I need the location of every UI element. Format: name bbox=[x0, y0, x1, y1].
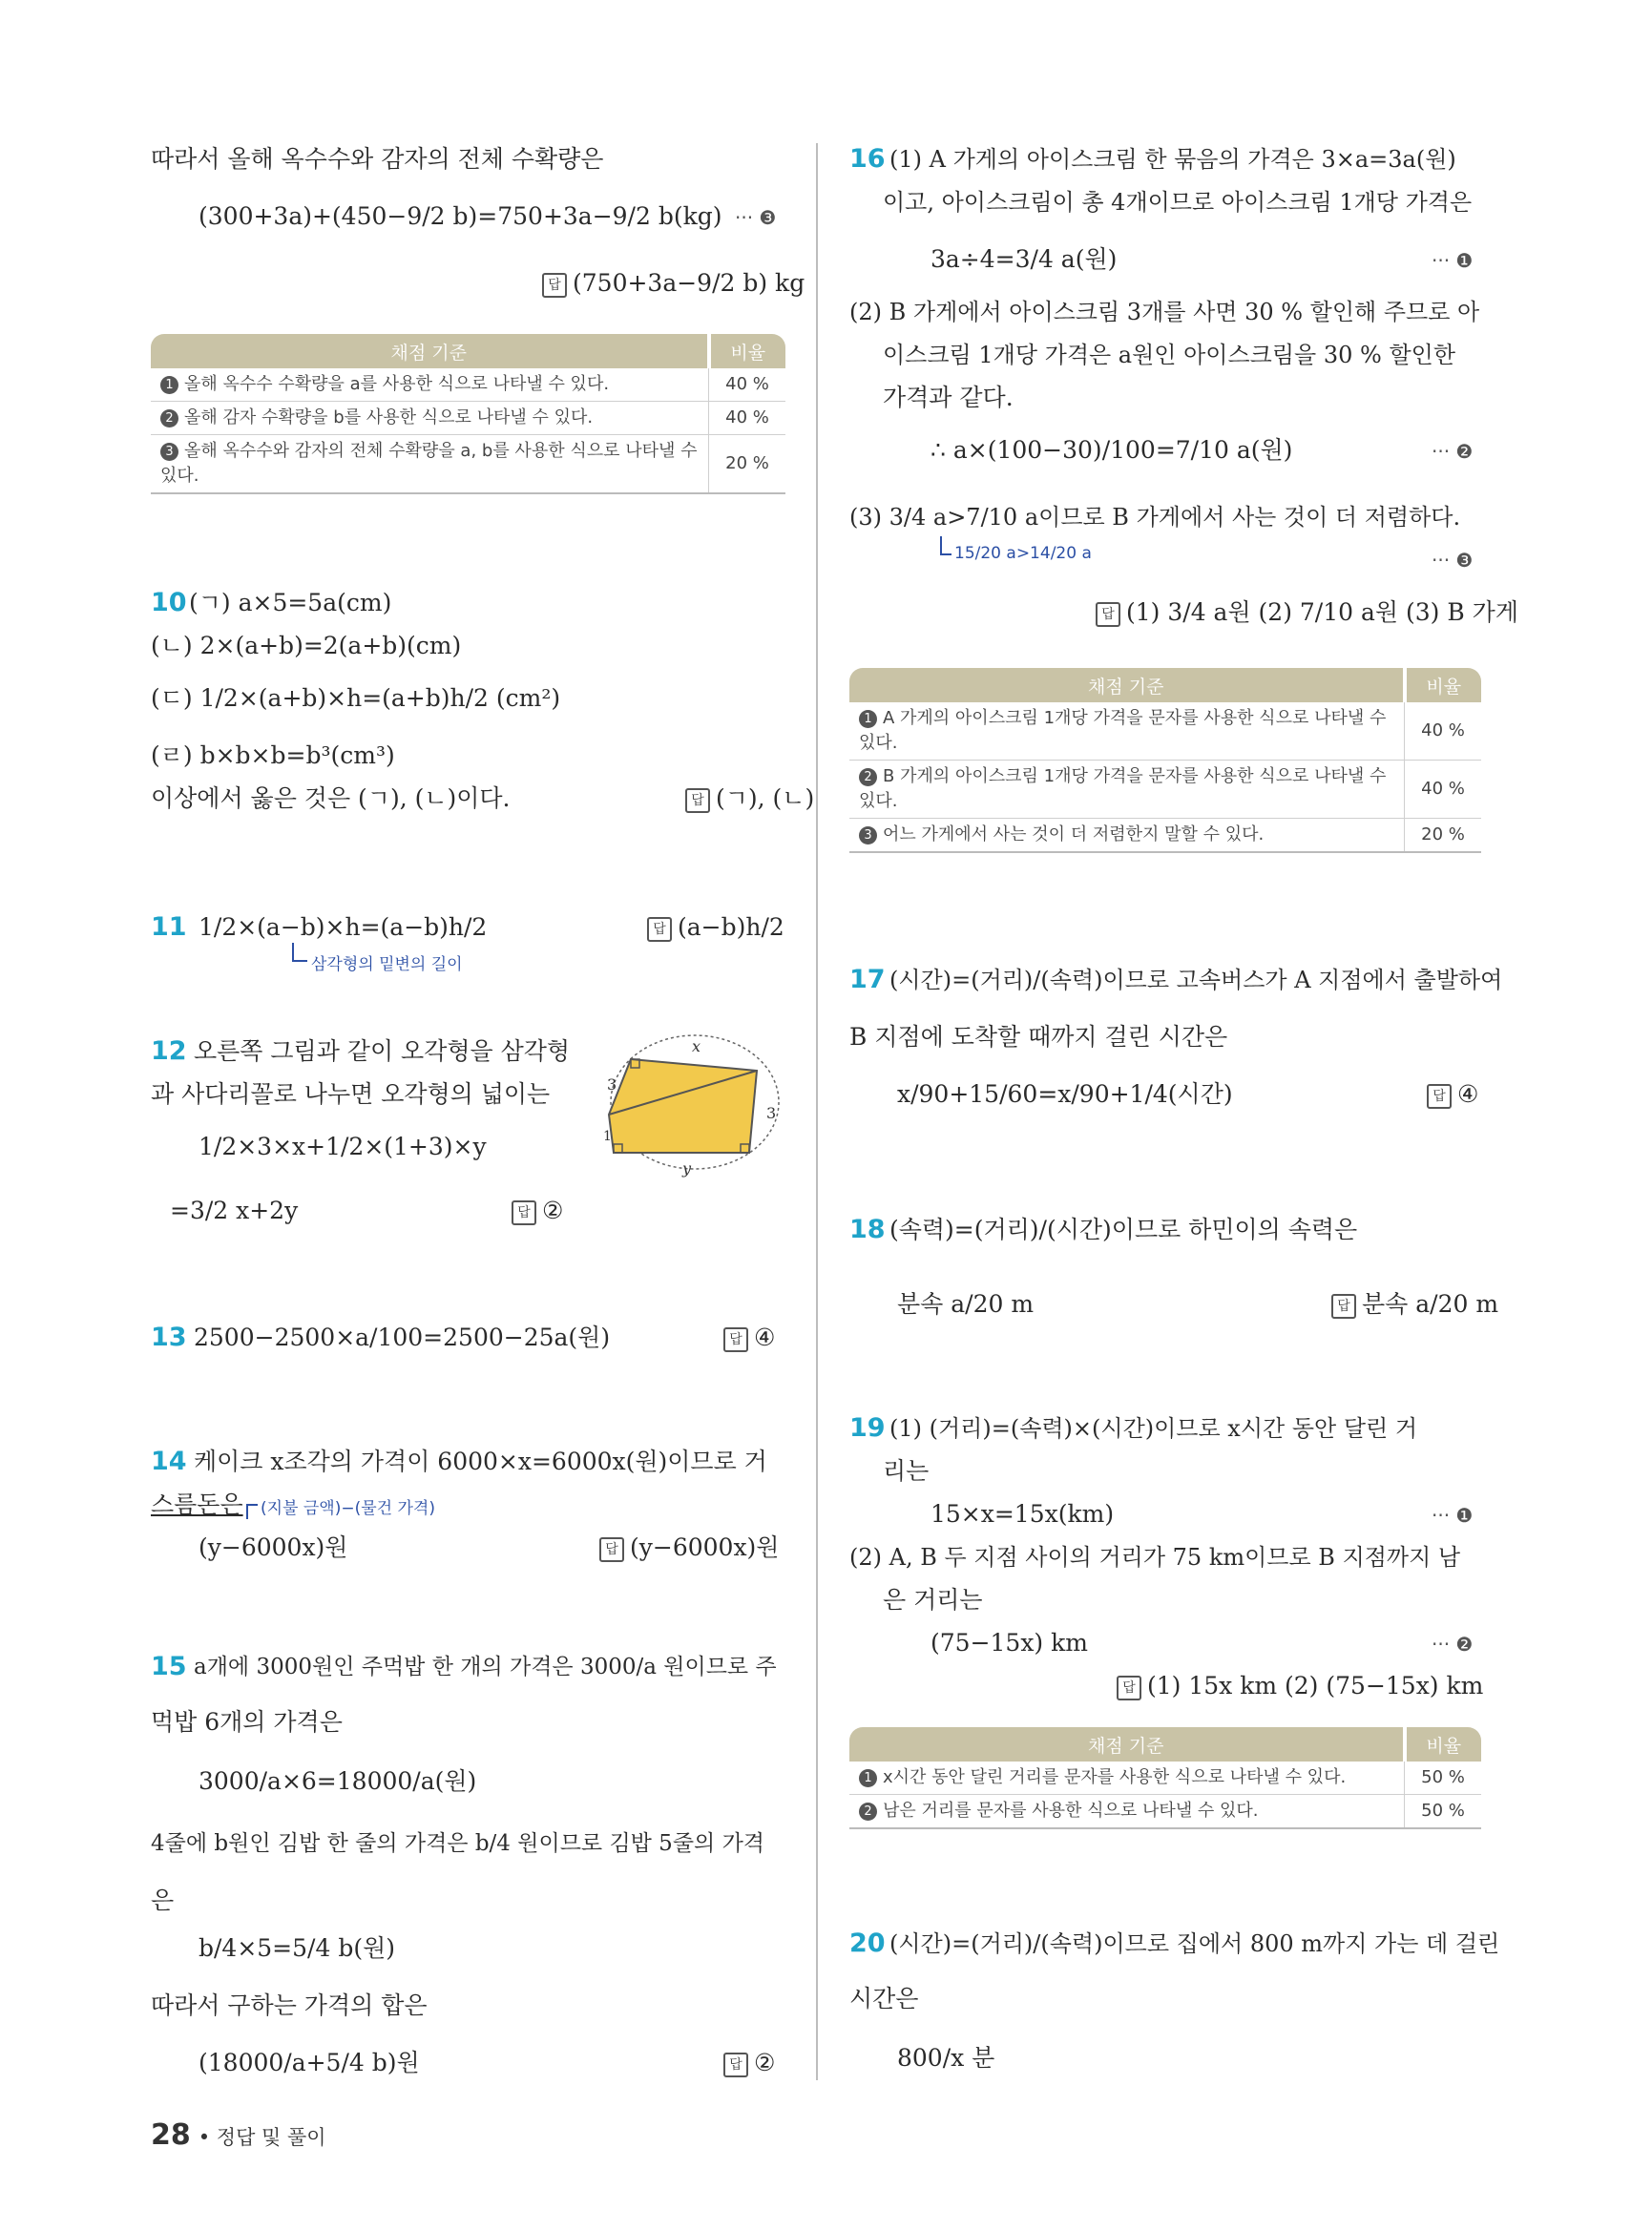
p19-line-6: (75−15x) km bbox=[931, 1629, 1088, 1657]
rubric-text: A 가게의 아이스크림 1개당 가격을 문자를 사용한 식으로 나타낼 수 있다. bbox=[859, 708, 1387, 753]
p17-answer-text: ④ bbox=[1457, 1080, 1479, 1108]
p17-line-3: x/90+15/60=x/90+1/4(시간) bbox=[897, 1080, 1233, 1108]
p15-answer bbox=[723, 2047, 775, 2079]
step-mark: 3 bbox=[859, 826, 877, 844]
p18-line-2: 분속 a/20 m bbox=[897, 1290, 1035, 1318]
p15-line-4: 4줄에 b원인 김밥 한 줄의 가격은 b/4 원이므로 김밥 5줄의 가격 bbox=[151, 1831, 765, 1856]
p16-line-6: 가격과 같다. bbox=[883, 384, 1014, 411]
label-3-left: 3 bbox=[607, 1075, 617, 1094]
p15-line-2: 먹밥 6개의 가격은 bbox=[151, 1708, 343, 1736]
p16-step-1: ··· ❶ bbox=[1432, 249, 1474, 272]
p16-step-3: ··· ❸ bbox=[1432, 549, 1474, 572]
rubric-head-criteria: 채점 기준 bbox=[151, 334, 709, 368]
answer-icon: 답 bbox=[723, 1327, 748, 1352]
rubric-head-ratio: 비율 bbox=[1405, 1727, 1482, 1762]
rubric-text: 올해 감자 수확량을 b를 사용한 식으로 나타낼 수 있다. bbox=[184, 407, 594, 427]
p17-line-2: B 지점에 도착할 때까지 걸린 시간은 bbox=[849, 1023, 1228, 1051]
p14-line-3: (y−6000x)원 bbox=[199, 1533, 348, 1561]
p14-bracket bbox=[246, 1504, 258, 1519]
p15-line-8: (18000/a+5/4 b)원 bbox=[199, 2049, 420, 2076]
p11-bracket bbox=[292, 943, 307, 962]
answer-icon: 답 bbox=[599, 1537, 624, 1562]
p15-line-7: 따라서 구하는 가격의 합은 bbox=[151, 1991, 428, 2019]
p13-equation: 2500−2500×a/100=2500−25a(원) bbox=[194, 1324, 611, 1351]
rubric-head-criteria: 채점 기준 bbox=[849, 1727, 1405, 1762]
p15-line-3: 3000/a×6=18000/a(원) bbox=[199, 1767, 477, 1795]
p16-line-1: (1) A 가게의 아이스크림 한 묶음의 가격은 3×a=3a(원) bbox=[889, 146, 1456, 173]
p17-line-1: (시간)=(거리)/(속력)이므로 고속버스가 A 지점에서 출발하여 bbox=[889, 967, 1503, 993]
p13-answer-text: ④ bbox=[754, 1324, 776, 1351]
p20-line-1: (시간)=(거리)/(속력)이므로 집에서 800 m까지 가는 데 걸린 bbox=[889, 1930, 1500, 1957]
rubric-head-criteria: 채점 기준 bbox=[849, 668, 1405, 702]
p14-line-1: 케이크 x조각의 가격이 6000×x=6000x(원)이므로 거 bbox=[194, 1448, 767, 1475]
problem-number-10: 10 bbox=[151, 588, 187, 617]
rubric-head-ratio: 비율 bbox=[1405, 668, 1482, 702]
p10-line-4: (ㄹ) b×b×b=b³(cm³) bbox=[151, 741, 395, 769]
step-mark: 1 bbox=[859, 710, 877, 728]
p16-line-4: (2) B 가게에서 아이스크림 3개를 사면 30 % 할인해 주므로 아 bbox=[849, 299, 1480, 325]
p19-line-4: (2) A, B 두 지점 사이의 거리가 75 km이므로 B 지점까지 남 bbox=[849, 1544, 1461, 1571]
p18-answer-text: 분속 a/20 m bbox=[1362, 1290, 1499, 1318]
p9-rubric-table bbox=[151, 334, 785, 494]
problem-number-17: 17 bbox=[849, 965, 886, 994]
table-row bbox=[151, 435, 785, 494]
problem-number-13: 13 bbox=[151, 1323, 187, 1352]
p16-step-2: ··· ❷ bbox=[1432, 440, 1474, 463]
rubric-head-ratio: 비율 bbox=[709, 334, 786, 368]
p16-note: 15/20 a>14/20 a bbox=[954, 544, 1092, 563]
p15-answer-text: ② bbox=[754, 2049, 776, 2076]
p13-answer bbox=[723, 1322, 775, 1354]
p19-step-2: ··· ❷ bbox=[1432, 1633, 1474, 1656]
p16-line-2: 이고, 아이스크림이 총 4개이므로 아이스크림 1개당 가격은 bbox=[883, 189, 1473, 216]
rubric-text: 올해 옥수수와 감자의 전체 수확량을 a, b를 사용한 식으로 나타낼 수 있다. bbox=[160, 441, 698, 486]
rubric-text: 올해 옥수수 수확량을 a를 사용한 식으로 나타낼 수 있다. bbox=[184, 374, 610, 394]
p16-rubric-table bbox=[849, 668, 1481, 853]
page-footer bbox=[151, 2118, 326, 2152]
p11-equation: 1/2×(a−b)×h=(a−b)h/2 bbox=[199, 913, 488, 941]
p19-line-1: (1) (거리)=(속력)×(시간)이므로 x시간 동안 달린 거 bbox=[889, 1415, 1418, 1442]
p9-answer bbox=[542, 267, 805, 300]
problem-number-16: 16 bbox=[849, 144, 886, 174]
p10-line-5: 이상에서 옳은 것은 (ㄱ), (ㄴ)이다. bbox=[151, 784, 511, 812]
p12-answer-text: ② bbox=[542, 1197, 564, 1224]
p10-line-1: (ㄱ) a×5=5a(cm) bbox=[189, 589, 392, 616]
answer-icon: 답 bbox=[1331, 1294, 1356, 1319]
table-row bbox=[849, 819, 1481, 853]
answer-icon: 답 bbox=[542, 273, 567, 298]
p20-line-3: 800/x 분 bbox=[897, 2044, 995, 2072]
answer-icon: 답 bbox=[1096, 602, 1120, 627]
p19-rubric-table bbox=[849, 1727, 1481, 1829]
answer-icon: 답 bbox=[1427, 1084, 1452, 1109]
p16-line-8: (3) 3/4 a>7/10 a이므로 B 가게에서 사는 것이 더 저렴하다. bbox=[849, 504, 1461, 531]
p11-answer bbox=[647, 911, 784, 944]
label-x: x bbox=[692, 1037, 701, 1055]
p12-line-3: 1/2×3×x+1/2×(1+3)×y bbox=[199, 1133, 487, 1160]
problem-number-11: 11 bbox=[151, 912, 187, 942]
p16-bracket bbox=[940, 536, 951, 555]
rubric-ratio: 40 % bbox=[709, 402, 786, 435]
problem-number-15: 15 bbox=[151, 1652, 187, 1681]
step-mark: 1 bbox=[160, 376, 178, 394]
p10-line-2: (ㄴ) 2×(a+b)=2(a+b)(cm) bbox=[151, 632, 462, 659]
label-y: y bbox=[682, 1159, 692, 1178]
p14-line-2: 스름돈은 bbox=[151, 1491, 243, 1518]
p16-answer bbox=[1096, 596, 1518, 629]
rubric-ratio: 40 % bbox=[1405, 761, 1482, 819]
rubric-text: 어느 가게에서 사는 것이 더 저렴한지 말할 수 있다. bbox=[883, 824, 1265, 844]
p10-answer bbox=[685, 782, 814, 815]
problem-number-20: 20 bbox=[849, 1929, 886, 1958]
p12-line-2: 과 사다리꼴로 나누면 오각형의 넓이는 bbox=[151, 1080, 551, 1108]
rubric-ratio: 50 % bbox=[1405, 1795, 1482, 1829]
table-row bbox=[151, 402, 785, 435]
p16-line-5: 이스크림 1개당 가격은 a원인 아이스크림을 30 % 할인한 bbox=[883, 342, 1456, 368]
rubric-text: B 가게의 아이스크림 1개당 가격을 문자를 사용한 식으로 나타낼 수 있다. bbox=[859, 766, 1387, 811]
label-1: 1 bbox=[603, 1129, 612, 1144]
rubric-text: x시간 동안 달린 거리를 문자를 사용한 식으로 나타낼 수 있다. bbox=[883, 1767, 1347, 1787]
step-mark: 2 bbox=[859, 1803, 877, 1821]
label-3-right: 3 bbox=[766, 1104, 777, 1122]
p19-answer bbox=[1117, 1670, 1483, 1702]
answer-icon: 답 bbox=[647, 917, 672, 942]
answer-icon: 답 bbox=[723, 2053, 748, 2077]
p12-line-1: 오른쪽 그림과 같이 오각형을 삼각형 bbox=[194, 1037, 571, 1065]
p19-line-3: 15×x=15x(km) bbox=[931, 1500, 1115, 1528]
p16-answer-text: (1) 3/4 a원 (2) 7/10 a원 (3) B 가게 bbox=[1126, 598, 1518, 626]
rubric-ratio: 20 % bbox=[709, 435, 786, 494]
problem-number-12: 12 bbox=[151, 1036, 187, 1066]
p15-line-1: a개에 3000원인 주먹밥 한 개의 가격은 3000/a 원이므로 주 bbox=[194, 1655, 777, 1679]
answer-icon: 답 bbox=[1117, 1676, 1141, 1700]
table-row bbox=[849, 1762, 1481, 1795]
pentagon-figure bbox=[604, 1031, 785, 1178]
page-label: • 정답 및 풀이 bbox=[198, 2126, 326, 2149]
rubric-ratio: 50 % bbox=[1405, 1762, 1482, 1795]
pentagon-shape bbox=[609, 1059, 757, 1153]
rubric-ratio: 20 % bbox=[1405, 819, 1482, 853]
p9-text-1: 따라서 올해 옥수수와 감자의 전체 수확량은 bbox=[151, 145, 604, 173]
p14-answer bbox=[599, 1532, 779, 1564]
p20-line-2: 시간은 bbox=[849, 1985, 919, 2012]
column-divider bbox=[816, 143, 818, 2080]
problem-number-14: 14 bbox=[151, 1447, 187, 1476]
p10-line-3: (ㄷ) 1/2×(a+b)×h=(a+b)h/2 (cm²) bbox=[151, 684, 561, 712]
answer-icon: 답 bbox=[512, 1200, 536, 1225]
p12-line-4: =3/2 x+2y bbox=[170, 1197, 299, 1224]
answer-icon: 답 bbox=[685, 788, 710, 813]
step-mark: 1 bbox=[859, 1769, 877, 1787]
p14-answer-text: (y−6000x)원 bbox=[630, 1533, 780, 1561]
table-row bbox=[849, 761, 1481, 819]
p17-answer bbox=[1427, 1078, 1478, 1111]
table-row bbox=[849, 702, 1481, 761]
p18-line-1: (속력)=(거리)/(시간)이므로 하민이의 속력은 bbox=[889, 1216, 1358, 1243]
p14-note: (지불 금액)−(물건 가격) bbox=[261, 1499, 435, 1518]
p19-line-5: 은 거리는 bbox=[883, 1586, 983, 1614]
step-mark: 2 bbox=[859, 768, 877, 786]
p15-line-5: 은 bbox=[151, 1887, 175, 1914]
p15-line-6: b/4×5=5/4 b(원) bbox=[199, 1934, 395, 1962]
rubric-ratio: 40 % bbox=[1405, 702, 1482, 761]
problem-number-18: 18 bbox=[849, 1215, 886, 1244]
rubric-ratio: 40 % bbox=[709, 368, 786, 402]
step-mark: 2 bbox=[160, 409, 178, 427]
step-mark: 3 bbox=[160, 443, 178, 461]
p11-answer-text: (a−b)h/2 bbox=[678, 913, 784, 941]
p11-note: 삼각형의 밑변의 길이 bbox=[311, 955, 463, 974]
p12-answer bbox=[512, 1195, 563, 1227]
p19-line-2: 리는 bbox=[883, 1457, 930, 1485]
table-row bbox=[151, 368, 785, 402]
p19-step-1: ··· ❶ bbox=[1432, 1504, 1474, 1527]
page-number: 28 bbox=[151, 2118, 191, 2152]
problem-number-19: 19 bbox=[849, 1413, 886, 1443]
p18-answer bbox=[1331, 1288, 1498, 1321]
p9-answer-text: (750+3a−9/2 b) kg bbox=[573, 269, 805, 297]
p10-answer-text: (ㄱ), (ㄴ) bbox=[716, 784, 815, 812]
p9-equation: (300+3a)+(450−9/2 b)=750+3a−9/2 b(kg) bbox=[199, 202, 722, 230]
p16-line-3: 3a÷4=3/4 a(원) bbox=[931, 245, 1118, 273]
table-row bbox=[849, 1795, 1481, 1829]
rubric-text: 남은 거리를 문자를 사용한 식으로 나타낼 수 있다. bbox=[883, 1801, 1259, 1821]
p9-step-3: ··· ❸ bbox=[735, 206, 777, 229]
p19-answer-text: (1) 15x km (2) (75−15x) km bbox=[1147, 1672, 1484, 1699]
p16-line-7: ∴ a×(100−30)/100=7/10 a(원) bbox=[931, 436, 1293, 464]
